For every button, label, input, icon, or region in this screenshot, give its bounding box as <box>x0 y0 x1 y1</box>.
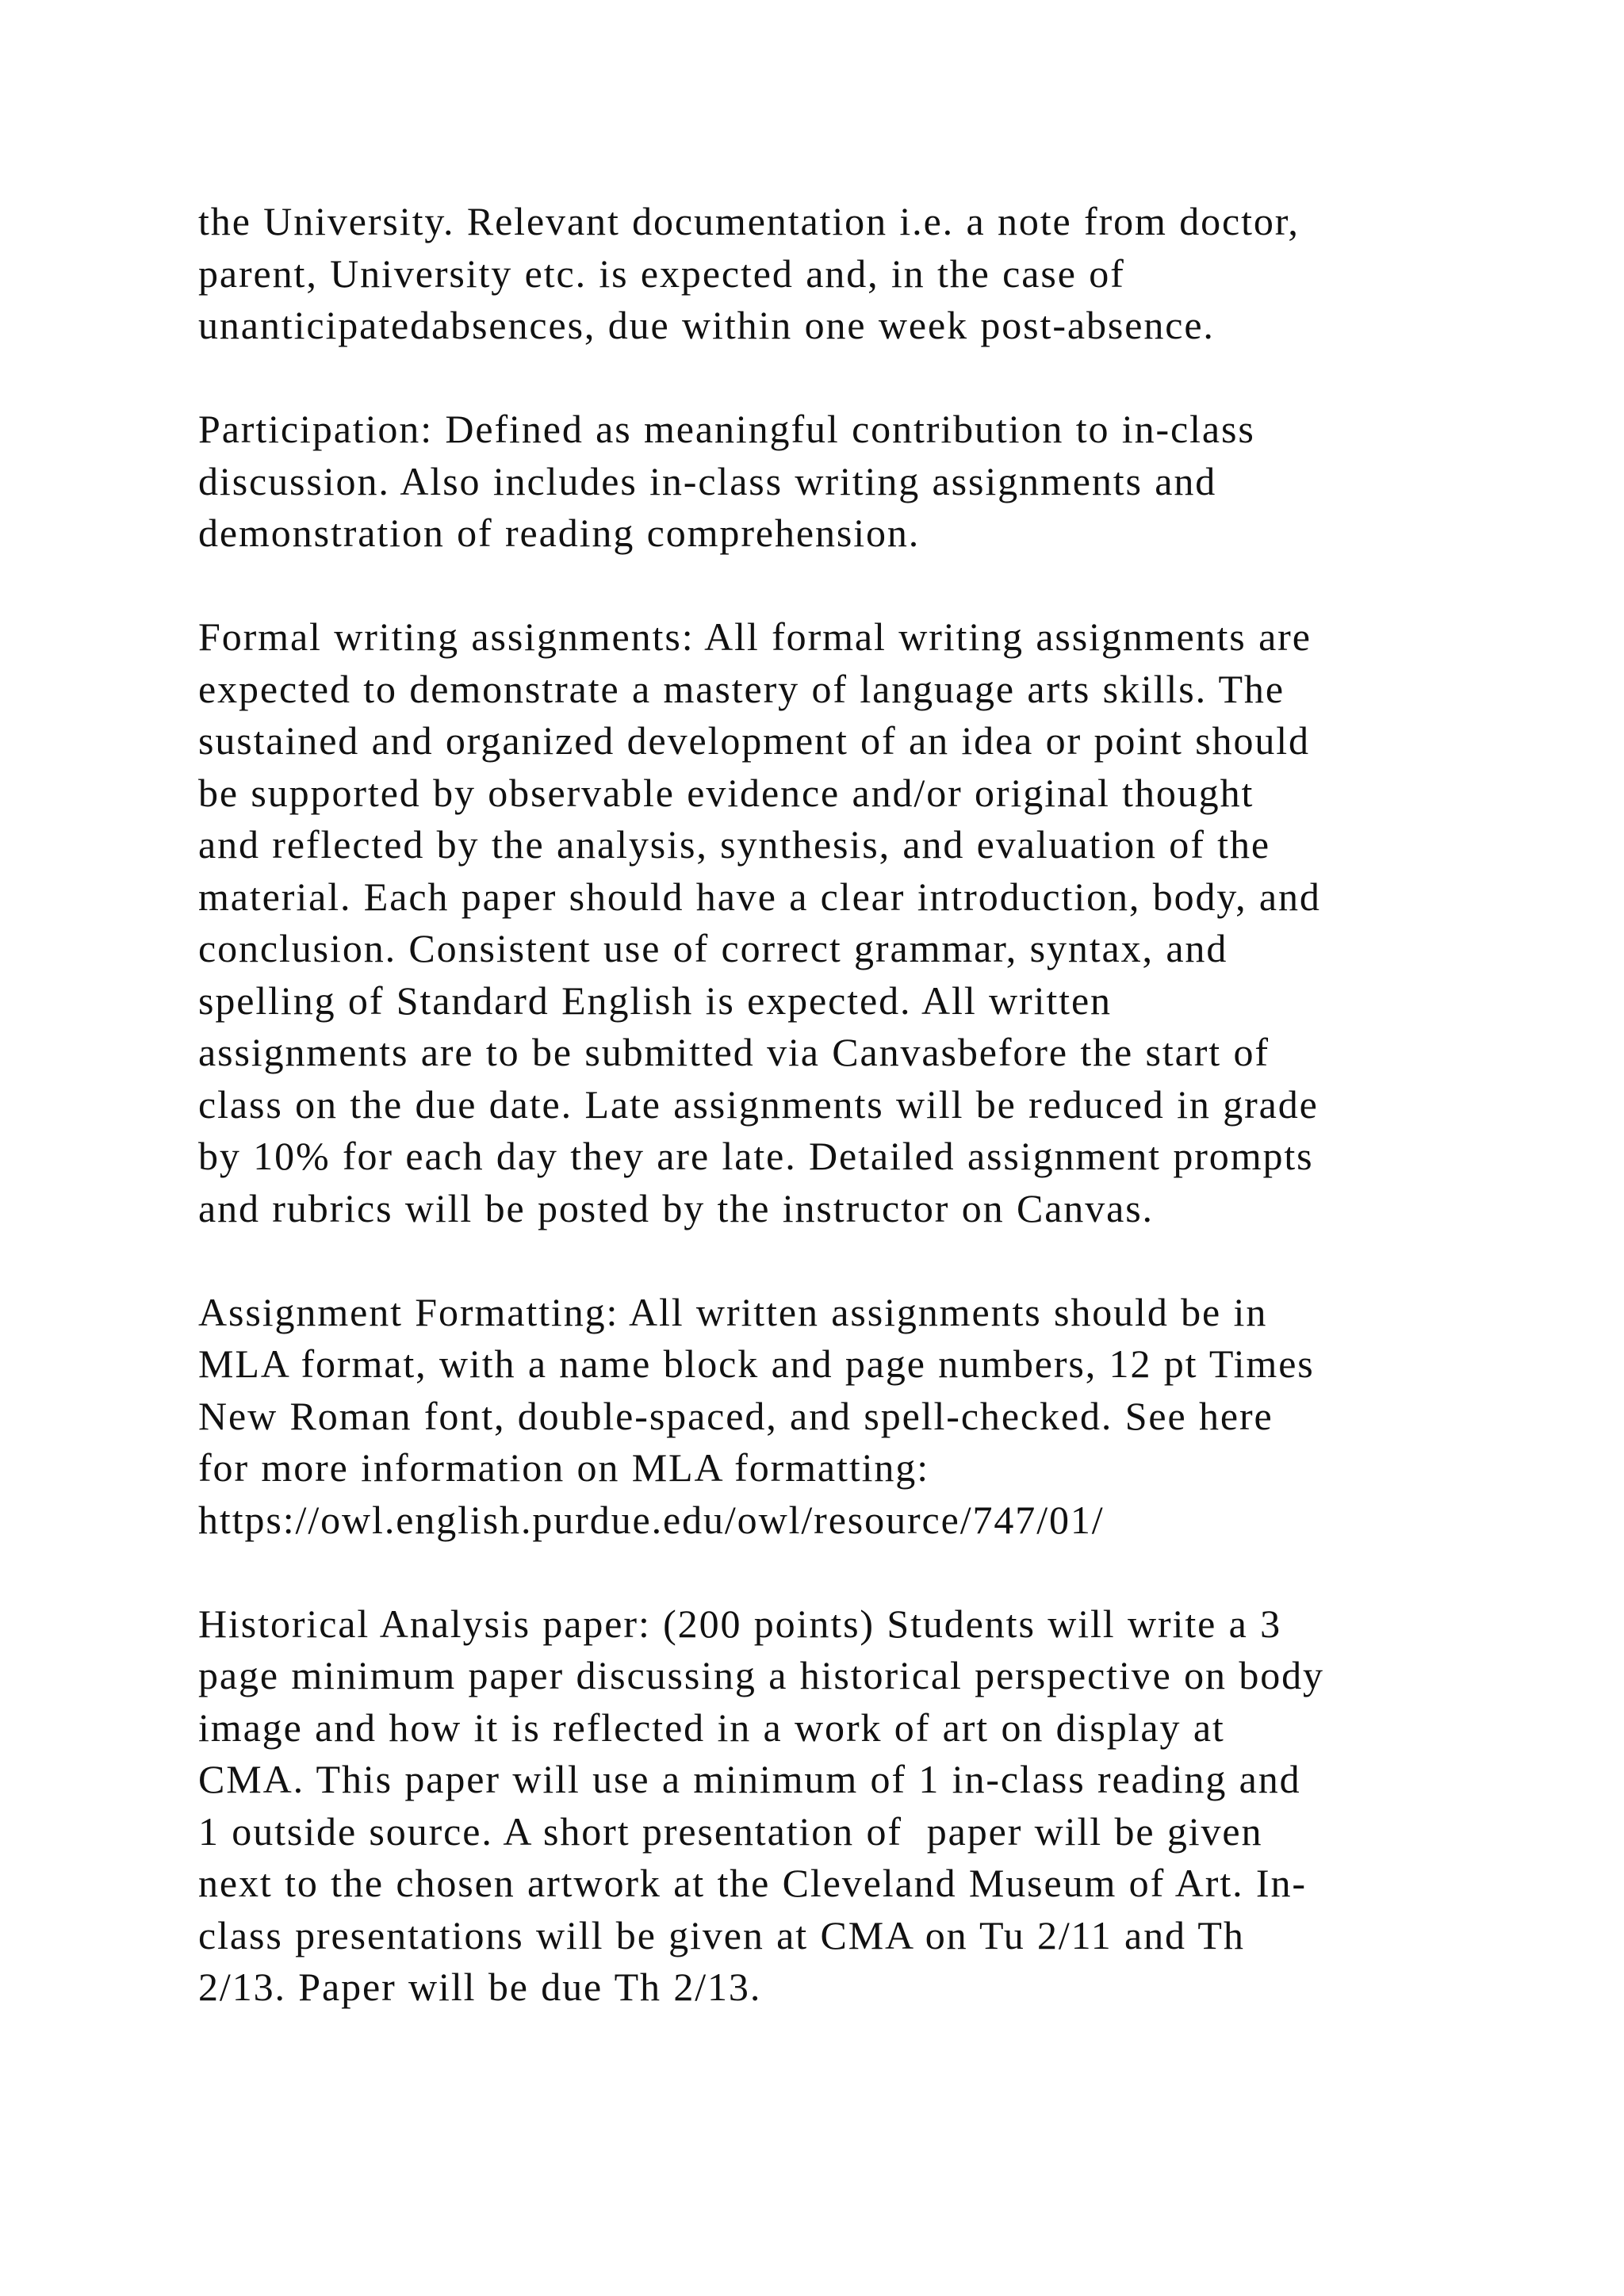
text-line: page minimum paper discussing a historical perspective on body <box>198 1653 1324 1697</box>
paragraph-documentation <box>198 196 1499 352</box>
text-line: Historical Analysis paper: (200 points) Students will write a 3 <box>198 1601 1282 1646</box>
text-line: expected to demonstrate a mastery of language arts skills. The <box>198 666 1285 711</box>
text-line: 2/13. Paper will be due Th 2/13. <box>198 1965 762 2009</box>
text-line: be supported by observable evidence and/or original thought <box>198 770 1254 815</box>
text-line: spelling of Standard English is expected. All written <box>198 978 1112 1023</box>
text-line: New Roman font, double-spaced, and spell-checked. See here <box>198 1393 1274 1438</box>
text-line: conclusion. Consistent use of correct grammar, syntax, and <box>198 926 1228 970</box>
text-line: demonstration of reading comprehension. <box>198 511 921 555</box>
text-line: the University. Relevant documentation i.e. a note from doctor, <box>198 199 1300 243</box>
document-body <box>198 196 1499 2065</box>
text-line: Participation: Defined as meaningful contribution to in-class <box>198 407 1255 451</box>
text-line: class on the due date. Late assignments will be reduced in grade <box>198 1081 1319 1127</box>
text-line: unanticipatedabsences, due within one week post-absence. <box>198 303 1215 347</box>
text-line: and rubrics will be posted by the instructor on Canvas. <box>198 1185 1154 1230</box>
text-line: class presentations will be given at CMA on Tu 2/11 and Th <box>198 1912 1245 1957</box>
text-line: for more information on MLA formatting: <box>198 1445 929 1490</box>
text-line: image and how it is reflected in a work of art on display at <box>198 1705 1225 1750</box>
text-line: assignments are to be submitted via Canvasbefore the start of <box>198 1030 1270 1074</box>
text-line: parent, University etc. is expected and, in the case of <box>198 251 1125 296</box>
text-line: Assignment Formatting: All written assignments should be in <box>198 1289 1268 1334</box>
text-line: next to the chosen artwork at the Cleveland Museum of Art. In- <box>198 1861 1307 1905</box>
paragraph-historical-analysis <box>198 1598 1499 2014</box>
text-line: discussion. Also includes in-class writing assignments and <box>198 458 1217 503</box>
text-line: and reflected by the analysis, synthesis, and evaluation of the <box>198 822 1270 867</box>
text-line: sustained and organized development of an idea or point should <box>198 718 1310 763</box>
text-line: 1 outside source. A short presentation of paper will be given <box>198 1808 1263 1854</box>
paragraph-assignment-formatting <box>198 1287 1499 1547</box>
paragraph-participation <box>198 404 1499 560</box>
mla-link[interactable]: https://owl.english.purdue.edu/owl/resource/747/01/ <box>198 1497 1105 1542</box>
text-line: MLA format, with a name block and page numbers, 12 pt Times <box>198 1341 1315 1386</box>
text-line: Formal writing assignments: All formal writing assignments are <box>198 614 1312 659</box>
paragraph-formal-writing <box>198 611 1499 1234</box>
text-line: material. Each paper should have a clear introduction, body, and <box>198 874 1321 919</box>
text-line: by 10% for each day they are late. Detailed assignment prompts <box>198 1134 1314 1178</box>
text-line: CMA. This paper will use a minimum of 1 in-class reading and <box>198 1757 1301 1801</box>
